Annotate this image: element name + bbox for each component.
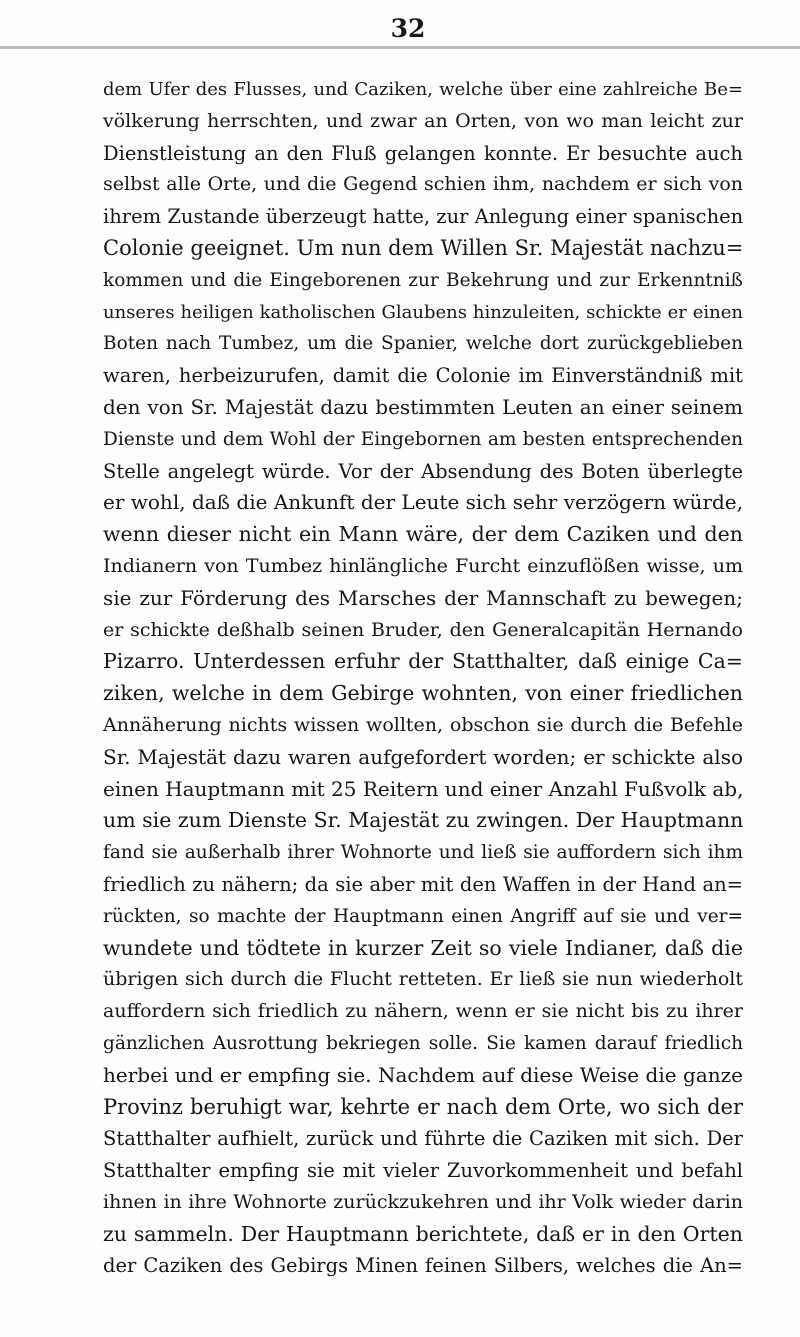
page-number: 32 [390, 14, 426, 43]
text-line: auffordern sich friedlich zu nähern, wenn er sie nicht bis zu ihrer [103, 1000, 743, 1023]
text-line: der Caziken des Gebirgs Minen feinen Silbers, welches die An= [103, 1254, 743, 1278]
text-line: Dienste und dem Wohl der Eingebornen am besten entsprechenden [103, 428, 743, 450]
text-line: Dienstleistung an den Fluß gelangen konnte. Er besuchte auch [103, 141, 743, 165]
text-line: Indianern von Tumbez hinlängliche Furcht einzuflößen wisse, um [103, 554, 743, 577]
text-line: gänzlichen Ausrottung bekriegen solle. Sie kamen darauf friedlich [103, 1032, 743, 1054]
text-line: Stelle angelegt würde. Vor der Absendung des Boten überlegte [103, 459, 743, 483]
text-line: rückten, so machte der Hauptmann einen Angriff auf sie und ver= [103, 905, 743, 927]
text-line: herbei und er empfing sie. Nachdem auf diese Weise die ganze [103, 1062, 743, 1087]
text-line: um sie zum Dienste Sr. Majestät zu zwingen. Der Hauptmann [103, 808, 744, 833]
text-line: ziken, welche in dem Gebirge wohnten, von einer friedlichen [103, 681, 743, 706]
text-line: Annäherung nichts wissen wollten, obschon sie durch die Befehle [103, 713, 743, 736]
text-line: Provinz beruhigt war, kehrte er nach dem Orte, wo sich der [103, 1094, 743, 1119]
text-line: übrigen sich durch die Flucht retteten. Er ließ sie nun wiederholt [103, 968, 743, 991]
text-line: ihrem Zustande überzeugt hatte, zur Anlegung einer spanischen [103, 205, 744, 229]
text-line: Colonie geeignet. Um nun dem Willen Sr. Majestät nachzu= [103, 235, 744, 260]
header-rule [0, 46, 800, 49]
text-line: fand sie außerhalb ihrer Wohnorte und ließ sie auffordern sich ihm [103, 842, 743, 864]
text-line: selbst alle Orte, und die Gegend schien ihm, nachdem er sich von [103, 173, 743, 196]
text-line: ihnen in ihre Wohnorte zurückzukehren und ihr Volk wieder darin [103, 1190, 743, 1213]
text-line: Statthalter aufhielt, zurück und führte die Caziken mit sich. Der [103, 1127, 743, 1151]
text-line: den von Sr. Majestät dazu bestimmten Leuten an einer seinem [103, 394, 743, 419]
text-line: einen Hauptmann mit 25 Reitern und einer Anzahl Fußvolk ab, [103, 776, 744, 801]
text-line: Pizarro. Unterdessen erfuhr der Statthalter, daß einige Ca= [103, 649, 743, 674]
text-line: kommen und die Eingeborenen zur Bekehrung und zur Erkenntniß [103, 269, 743, 291]
text-line: völkerung herrschten, und zwar an Orten, von wo man leicht zur [103, 109, 743, 132]
text-line: unseres heiligen katholischen Glaubens hinzuleiten, schickte er einen [103, 301, 743, 323]
text-line: er schickte deßhalb seinen Bruder, den Generalcapitän Hernando [103, 618, 743, 641]
text-line: friedlich zu nähern; da sie aber mit den Waffen in der Hand an= [103, 872, 743, 896]
text-line: sie zur Förderung des Marsches der Mannschaft zu bewegen; [103, 585, 743, 610]
text-line: wenn dieser nicht ein Mann wäre, der dem Caziken und den [103, 522, 743, 547]
text-line: waren, herbeizurufen, damit die Colonie im Einverständniß mit [103, 364, 743, 388]
text-line: Boten nach Tumbez, um die Spanier, welche dort zurückgeblieben [103, 333, 743, 355]
text-line: wundete und tödtete in kurzer Zeit so viele Indianer, daß die [103, 935, 743, 960]
text-line: Statthalter empfing sie mit vieler Zuvorkommenheit und befahl [103, 1159, 743, 1183]
body-text [103, 74, 743, 1282]
text-line: Sr. Majestät dazu waren aufgefordert worden; er schickte also [103, 744, 743, 769]
text-line: er wohl, daß die Ankunft der Leute sich sehr verzögern würde, [103, 490, 743, 515]
text-line: zu sammeln. Der Hauptmann berichtete, daß er in den Orten [103, 1221, 743, 1246]
text-line: dem Ufer des Flusses, und Caziken, welche über eine zahlreiche Be= [103, 79, 743, 100]
